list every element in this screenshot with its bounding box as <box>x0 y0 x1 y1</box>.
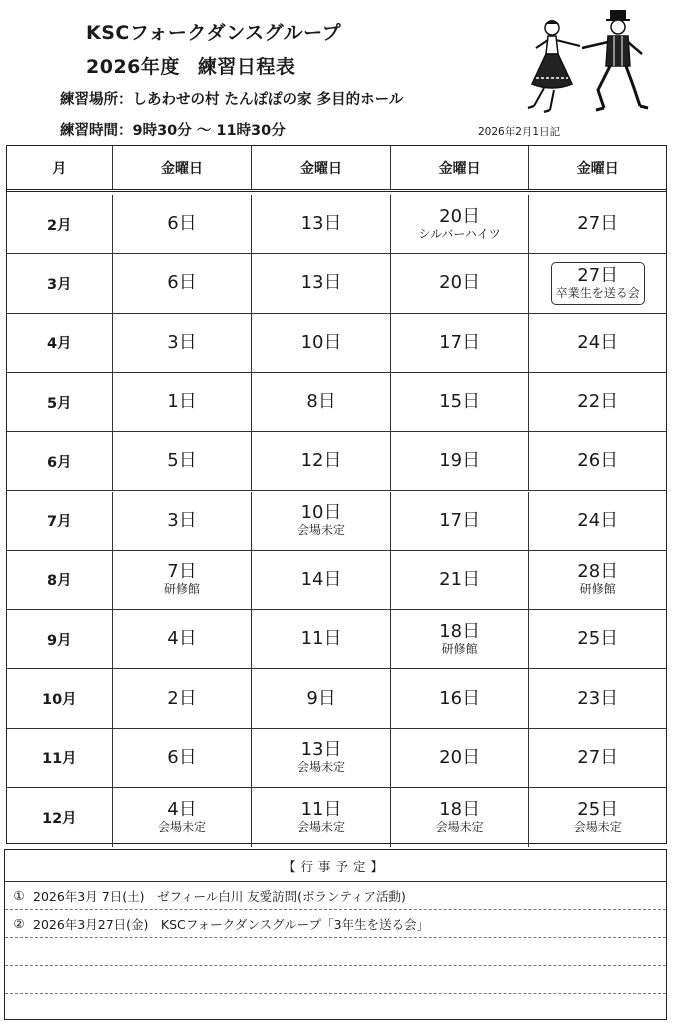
day-label: 2日 <box>167 687 197 709</box>
day-label: 23日 <box>577 687 619 709</box>
table-row <box>7 254 666 313</box>
day-label: 12日 <box>300 450 342 472</box>
date-cell <box>252 492 391 550</box>
practice-time: 練習時間：9時30分 ～ 11時30分 <box>60 123 286 139</box>
table-row <box>7 788 666 847</box>
table-row <box>7 432 666 491</box>
date-cell <box>391 314 530 372</box>
group-name: KSCフォークダンスグループ <box>86 22 342 44</box>
day-label: 27日 <box>577 746 619 768</box>
title-label: 練習日程表 <box>197 56 296 78</box>
table-row <box>7 551 666 610</box>
day-note: 研修館 <box>579 582 616 597</box>
date-cell <box>113 729 253 787</box>
date-cell <box>391 610 530 668</box>
date-cell <box>252 669 391 727</box>
day-label: 20日 <box>439 272 481 294</box>
day-label: 17日 <box>439 331 481 353</box>
event-text: 2026年3月 7日(土) ゼフィール白川 友愛訪問(ボランティア活動) <box>33 888 406 904</box>
month-cell: 11月 <box>7 729 113 787</box>
day-label: 8日 <box>306 391 336 413</box>
day-label: 11日 <box>300 799 342 821</box>
date-cell <box>252 195 391 253</box>
month-cell: 6月 <box>7 432 113 490</box>
column-header: 金曜日 <box>576 160 619 177</box>
event-number: ② <box>13 916 25 931</box>
day-label: 4日 <box>167 628 197 650</box>
month-cell: 3月 <box>7 254 113 312</box>
day-label: 6日 <box>167 213 197 235</box>
date-cell <box>252 314 391 372</box>
date-cell <box>529 195 666 253</box>
day-label: 1日 <box>167 391 197 413</box>
date-cell <box>391 551 530 609</box>
date-cell <box>529 610 666 668</box>
date-cell <box>391 788 530 847</box>
table-row <box>7 492 666 551</box>
column-header: 金曜日 <box>252 146 391 189</box>
day-note: 会場未定 <box>435 820 484 835</box>
month-cell: 2月 <box>7 195 113 253</box>
table-row <box>7 669 666 728</box>
day-label: 25日 <box>577 628 619 650</box>
day-note: 会場未定 <box>157 820 206 835</box>
events-title: 【行事予定】 <box>5 850 666 882</box>
column-header: 金曜日 <box>113 146 253 189</box>
day-label: 18日 <box>439 799 481 821</box>
day-note: 会場未定 <box>297 760 346 775</box>
day-label: 4日 <box>167 799 197 821</box>
day-label: 7日 <box>167 561 197 583</box>
table-row <box>7 195 666 254</box>
event-highlight-box <box>551 262 645 305</box>
date-cell <box>252 551 391 609</box>
table-row <box>7 610 666 669</box>
month-cell: 8月 <box>7 551 113 609</box>
table-row <box>7 314 666 373</box>
date-cell <box>113 788 253 847</box>
date-cell <box>252 432 391 490</box>
day-label: 27日 <box>577 213 619 235</box>
month-cell: 10月 <box>7 669 113 727</box>
date-cell <box>391 432 530 490</box>
day-label: 18日 <box>439 620 481 642</box>
day-label: 20日 <box>439 205 481 227</box>
date-cell <box>391 669 530 727</box>
date-cell <box>113 254 253 312</box>
date-cell <box>529 729 666 787</box>
date-cell <box>252 788 391 847</box>
day-label: 3日 <box>167 331 197 353</box>
event-line <box>5 994 666 1022</box>
date-cell <box>529 432 666 490</box>
date-cell <box>113 195 253 253</box>
table-row <box>7 373 666 432</box>
day-label: 28日 <box>577 561 619 583</box>
date-cell <box>391 254 530 312</box>
date-cell <box>529 551 666 609</box>
date-cell <box>113 669 253 727</box>
day-label: 19日 <box>439 450 481 472</box>
schedule-table <box>6 145 667 844</box>
date-cell <box>391 492 530 550</box>
date-cell <box>113 432 253 490</box>
day-label: 6日 <box>167 746 197 768</box>
events-list <box>5 882 666 1022</box>
month-cell: 9月 <box>7 610 113 668</box>
event-line <box>5 910 666 938</box>
day-label: 13日 <box>300 213 342 235</box>
date-cell <box>529 314 666 372</box>
day-label: 15日 <box>439 391 481 413</box>
date-cell <box>113 373 253 431</box>
document-header <box>0 0 673 145</box>
event-line <box>5 882 666 910</box>
day-note: 会場未定 <box>297 523 346 538</box>
day-note: 研修館 <box>441 641 478 656</box>
day-label: 14日 <box>300 568 342 590</box>
table-row <box>7 729 666 788</box>
day-label: 26日 <box>577 450 619 472</box>
day-note: 卒業生を送る会 <box>555 285 640 300</box>
day-label: 13日 <box>300 739 342 761</box>
day-label: 24日 <box>577 509 619 531</box>
date-cell <box>252 373 391 431</box>
column-header: 金曜日 <box>391 146 530 189</box>
day-label: 27日 <box>577 264 619 286</box>
practice-venue: 練習場所：しあわせの村 たんぽぽの家 多目的ホール <box>60 92 404 108</box>
date-cell <box>113 314 253 372</box>
date-cell <box>529 373 666 431</box>
date-cell <box>252 254 391 312</box>
day-label: 10日 <box>300 331 342 353</box>
event-number: ① <box>13 888 25 903</box>
day-label: 11日 <box>300 628 342 650</box>
event-line <box>5 966 666 994</box>
day-label: 17日 <box>439 509 481 531</box>
event-text: 2026年3月27日(金) KSCフォークダンスグループ「3年生を送る会」 <box>33 916 430 932</box>
month-cell: 5月 <box>7 373 113 431</box>
date-cell <box>113 610 253 668</box>
date-cell <box>529 492 666 550</box>
day-label: 21日 <box>439 568 481 590</box>
date-cell <box>529 254 666 312</box>
day-label: 3日 <box>167 509 197 531</box>
day-label: 25日 <box>577 799 619 821</box>
day-label: 22日 <box>577 391 619 413</box>
column-header: 月 <box>7 146 113 189</box>
date-cell <box>529 669 666 727</box>
written-date: 2026年2月1日記 <box>478 126 561 138</box>
date-cell <box>252 729 391 787</box>
table-header-row <box>7 146 666 192</box>
month-cell: 7月 <box>7 492 113 550</box>
day-label: 6日 <box>167 272 197 294</box>
day-label: 13日 <box>300 272 342 294</box>
date-cell <box>113 551 253 609</box>
date-cell <box>391 729 530 787</box>
date-cell <box>529 788 666 847</box>
event-line <box>5 938 666 966</box>
date-cell <box>391 195 530 253</box>
day-note: シルバーハイツ <box>418 226 501 241</box>
day-note: 研修館 <box>163 582 200 597</box>
day-note: 会場未定 <box>297 820 346 835</box>
date-cell <box>113 492 253 550</box>
month-cell: 12月 <box>7 788 113 847</box>
day-label: 9日 <box>306 687 336 709</box>
events-box <box>4 849 667 1020</box>
folk-dancers-illustration <box>510 8 660 116</box>
date-cell <box>391 373 530 431</box>
month-cell: 4月 <box>7 314 113 372</box>
day-label: 10日 <box>300 502 342 524</box>
document-title <box>86 52 295 79</box>
year-label: 2026年度 <box>86 56 180 78</box>
day-label: 24日 <box>577 331 619 353</box>
day-label: 16日 <box>439 687 481 709</box>
day-label: 5日 <box>167 450 197 472</box>
day-label: 20日 <box>439 746 481 768</box>
date-cell <box>252 610 391 668</box>
day-note: 会場未定 <box>573 820 622 835</box>
